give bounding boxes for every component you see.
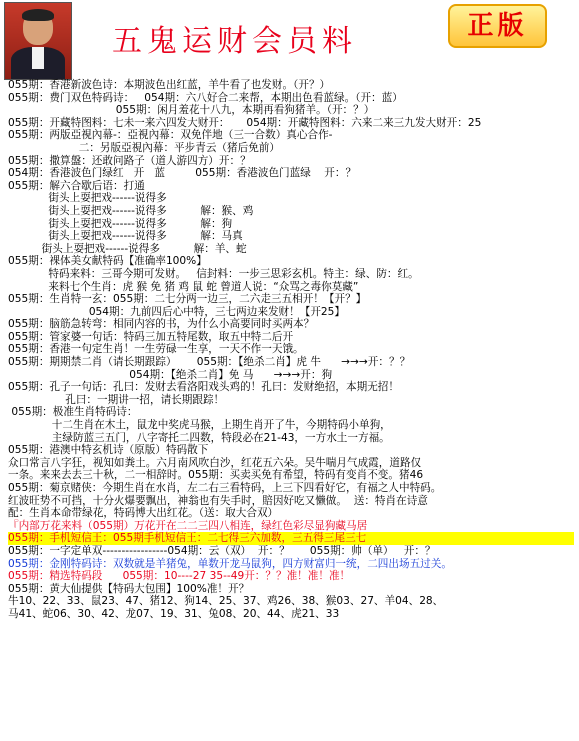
text-line: 牛10、22、33、鼠23、47、猪12、狗14、25、37、鸡26、38、猴03、27、羊04、28、 <box>8 595 444 608</box>
text-line: 055期：费门双色特码诗： 054期：六八好合二来帮，本期出色看蓝绿。（开：蓝） <box>8 91 403 104</box>
text-line: 孔曰：一期讲一招，请长期跟踪！ <box>8 393 225 406</box>
text-line: 街头上耍把戏------说得多 解：羊、蛇 <box>8 242 247 255</box>
text-line: 055期：孔子一句话：孔曰：发财去看洛阳戏头鸡的！孔曰：发财绝招，本期无招！ <box>8 381 399 394</box>
text-line: 十二生肖在木土，鼠龙中奖虎马猴，上期生肖开了牛，今期特码小单狗， <box>8 419 391 432</box>
text-line: 来料七个生肖：虎 猴 免 猪 鸡 鼠 蛇 曾道人说：“众骂之毒你莫藏” <box>8 280 359 293</box>
text-line: 055期：港澳中特玄机诗（原版）特码散下 <box>8 444 209 457</box>
text-line: 055期：手机短信王：055期手机短信王：二七得三六加数，三五得三尾三七 <box>8 532 574 545</box>
text-line: 街头上耍把戏------说得多 <box>8 192 167 205</box>
text-line: 街头上耍把戏------说得多 解：狗 <box>8 217 233 230</box>
text-line: 054期：【绝杀二肖】免 马 →→→开：狗 <box>8 368 333 381</box>
text-line: 055期：脑筋急转弯：相同内容的书，为什么小高要同时买两本？ <box>8 318 315 331</box>
text-line: 055期：两版亞視內幕-：亞視內幕：双免伴地（三一合数）真心合作- <box>8 129 333 142</box>
photo-shirt <box>32 47 44 69</box>
page-title: 五鬼运财会员料 <box>112 24 357 59</box>
text-line: 红波旺势不可挡，十分火爆要飘出，神翁也有失手时，賠因好吃又懒做。 送：特肖在诗意 <box>8 494 428 507</box>
text-line: 众口常言八字狂，视知如粪土。六月南风吹白沙，红花五六朵。吴牛喘月气成霞，道路仅 <box>8 456 422 469</box>
text-line: 055期：黄大仙提供【特码大包围】100%准！开？ <box>8 582 250 595</box>
text-line: 054期：九前四后心中特，三七两边来发财！【开25】 <box>8 305 345 318</box>
text-line: 054期：香港波色门绿红 开 蓝 055期：香港波色门蓝绿 开：？ <box>8 167 357 180</box>
photo-hair <box>22 9 54 21</box>
text-line: 055期：一字定单双-----------------054期：云（双） 开：？ 055期：帅（单） 开：？ <box>8 544 436 557</box>
text-line: 055期：裸体美女献特码【准确率100%】 <box>8 255 207 268</box>
text-line: 055期：菊京赌侠：今期生肖在水肖，左二右三看特码，上三下四看好它，有福之人中特码。 <box>8 482 442 494</box>
text-line: 055期：香港一句定生肖！一生劳碌一生享，一天不作一天饿。 <box>8 343 304 356</box>
authentic-badge: 正版 <box>448 4 547 48</box>
text-line: 055期：精选特码段 055期：10----27 35--49开：？？准！准！准！ <box>8 570 351 583</box>
text-line: 055期：撒算盤：还敢问路子（道人游四方）开：？ <box>8 154 251 167</box>
text-line: 055期：极准生肖特码诗： <box>8 406 138 419</box>
text-line: 一条。来来去去三十秋，二一相辞时。055期：买卖买免有希望，特码有变肖不变。猪46 <box>8 469 424 482</box>
text-line: 055期：香港新波色诗：本期波色出红蓝，羊牛看了也发财。（开？） <box>8 79 331 91</box>
text-line: 055期：开藏特图料：七未一来六四发大财开： 054期：开藏特图料：六来二来三九发大财开：25 <box>8 116 482 129</box>
text-line: 街头上耍把戏------说得多 解：马真 <box>8 230 243 243</box>
text-line: 055期：解六合歇后语：打通 <box>8 179 145 192</box>
text-line: 055期：生肖特一玄：055期：二七分两一边三，二六走三五相开！【开？】 <box>8 293 367 306</box>
text-line: 『内部万花来料（055期）万花开在二二三四八相连，绿红色彩尽显狗藏马居 <box>8 519 368 532</box>
text-line: 马41、蛇06、30、42、龙07、19、31、兔08、20、44、虎21、33 <box>8 607 340 620</box>
text-line: 街头上耍把戏------说得多 解：猴、鸡 <box>8 204 254 217</box>
text-line: 055期：闲月羞花十八九，本期再看狗猪羊。（开：？） <box>8 104 375 117</box>
text-line: 主绿防蓝三五门，八字寄托二四数，特段必在21-43，一方水土一方福。 <box>8 431 390 444</box>
host-photo <box>4 2 72 80</box>
text-line: 055期：期期禁二肖（请长期跟踪） 055期：【绝杀二肖】虎 牛 →→→开：？？ <box>8 356 411 369</box>
text-line: 055期：金刚特码诗：双数就是羊猪兔，单数开龙马鼠狗，四方财富归一统，二四出场五过关。 <box>8 557 452 570</box>
text-line: 配：生肖本命带绿花，特码博大出红花。（送：取大合双） <box>8 507 279 520</box>
text-line: 特码来料：三哥今期可发财。 信封料：一步三思彩玄机。特主：绿、防：红。 <box>8 267 419 280</box>
content-list <box>8 79 574 621</box>
text-line: 055期：管家婆一句话：特码三加五特尾数，取五中特二后开 <box>8 330 294 343</box>
text-line: 二：另版亞視內幕：平步青云（猪后免前） <box>8 141 280 154</box>
